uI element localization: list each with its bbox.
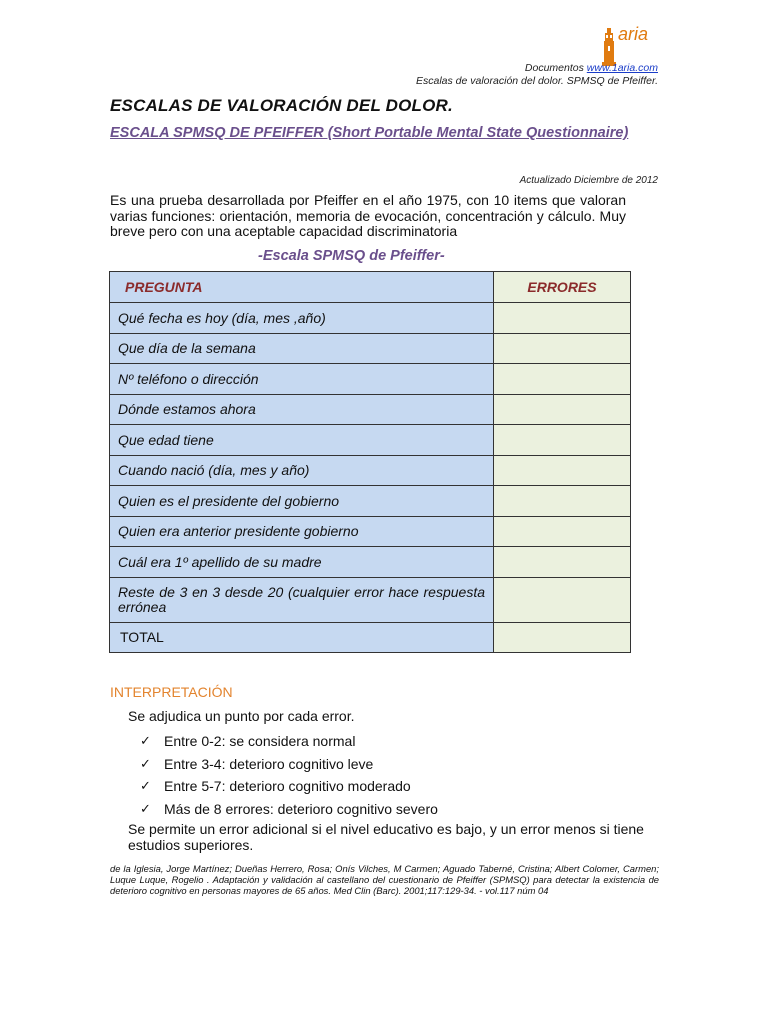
interpretation-list bbox=[140, 730, 438, 820]
checkmark-icon: ✓ bbox=[140, 755, 151, 771]
tower-icon bbox=[600, 28, 618, 66]
table-row bbox=[110, 394, 631, 425]
updated-date: Actualizado Diciembre de 2012 bbox=[519, 175, 658, 186]
errors-cell[interactable] bbox=[494, 303, 631, 334]
errors-cell[interactable] bbox=[494, 394, 631, 425]
errors-cell[interactable] bbox=[494, 364, 631, 395]
errors-cell[interactable] bbox=[494, 455, 631, 486]
question-cell: Reste de 3 en 3 desde 20 (cualquier error hace respuesta errónea bbox=[110, 577, 494, 622]
header-subtitle: Escalas de valoración del dolor. SPMSQ de Pfeiffer. bbox=[415, 75, 658, 87]
spmsq-table bbox=[109, 271, 631, 653]
table-row bbox=[110, 577, 631, 622]
list-item bbox=[140, 753, 438, 776]
question-cell: Cuál era 1º apellido de su madre bbox=[110, 547, 494, 578]
list-item bbox=[140, 798, 438, 821]
question-cell: Qué fecha es hoy (día, mes ,año) bbox=[110, 303, 494, 334]
question-cell: Que día de la semana bbox=[110, 333, 494, 364]
question-cell: Dónde estamos ahora bbox=[110, 394, 494, 425]
interpretation-note: Se permite un error adicional si el nivel educativo es bajo, y un error menos si tiene estudios superiores. bbox=[128, 821, 644, 853]
errors-cell[interactable] bbox=[494, 333, 631, 364]
table-row bbox=[110, 425, 631, 456]
list-item-text: Entre 5-7: deterioro cognitivo moderado bbox=[164, 778, 411, 795]
question-cell: Quien era anterior presidente gobierno bbox=[110, 516, 494, 547]
table-row bbox=[110, 516, 631, 547]
total-label: TOTAL bbox=[110, 622, 494, 652]
scale-subtitle: ESCALA SPMSQ DE PFEIFFER (Short Portable Mental State Questionnaire) bbox=[110, 125, 629, 141]
documents-label: Documentos bbox=[524, 62, 584, 74]
table-row bbox=[110, 455, 631, 486]
checkmark-icon: ✓ bbox=[140, 733, 151, 749]
interpretation-intro: Se adjudica un punto por cada error. bbox=[128, 708, 355, 724]
header-documents-line bbox=[525, 62, 658, 74]
table-row bbox=[110, 547, 631, 578]
question-cell: Que edad tiene bbox=[110, 425, 494, 456]
bibliographic-reference: de la Iglesia, Jorge Martínez; Dueñas Herrero, Rosa; Onís Vilches, M Carmen; Aguado Taberné, Cristina; Albert Colomer, Carmen; Luque Luque, Rogelio . Adaptación y validación al castellano del cuestionario de Pfeiffer (SPMSQ) para detectar la existencia de deterioro cognitivo en personas mayores de 65 años. Med Clin (Barc). 2001;117:129-34. - vol.117 núm 04 bbox=[110, 863, 659, 896]
checkmark-icon: ✓ bbox=[140, 800, 151, 816]
checkmark-icon: ✓ bbox=[140, 778, 151, 794]
list-item bbox=[140, 775, 438, 798]
errors-cell[interactable] bbox=[494, 547, 631, 578]
header-pregunta: PREGUNTA bbox=[110, 272, 494, 303]
table-row bbox=[110, 364, 631, 395]
question-cell: Cuando nació (día, mes y año) bbox=[110, 455, 494, 486]
table-row bbox=[110, 303, 631, 334]
errors-cell[interactable] bbox=[494, 577, 631, 622]
errors-cell[interactable] bbox=[494, 516, 631, 547]
list-item-text: Entre 3-4: deterioro cognitivo leve bbox=[164, 755, 374, 772]
site-link[interactable]: www.1aria.com bbox=[586, 62, 658, 74]
question-cell: Quien es el presidente del gobierno bbox=[110, 486, 494, 517]
logo-text: aria bbox=[618, 24, 649, 44]
list-item bbox=[140, 730, 438, 753]
scale-table-title: -Escala SPMSQ de Pfeiffer- bbox=[258, 248, 445, 264]
table-total-row bbox=[110, 622, 631, 652]
question-cell: Nº teléfono o dirección bbox=[110, 364, 494, 395]
table-row bbox=[110, 486, 631, 517]
header-errores: ERRORES bbox=[494, 272, 631, 303]
table-header-row bbox=[110, 272, 631, 303]
errors-cell[interactable] bbox=[494, 486, 631, 517]
table-row bbox=[110, 333, 631, 364]
total-errors-cell[interactable] bbox=[494, 622, 631, 652]
interpretation-heading: INTERPRETACIÓN bbox=[110, 684, 233, 700]
page-title: ESCALAS DE VALORACIÓN DEL DOLOR. bbox=[110, 96, 453, 115]
errors-cell[interactable] bbox=[494, 425, 631, 456]
list-item-text: Más de 8 errores: deterioro cognitivo severo bbox=[164, 800, 438, 817]
intro-paragraph: Es una prueba desarrollada por Pfeiffer en el año 1975, con 10 items que valoran varias funciones: orientación, memoria de evocación, concentración y cálculo. Muy breve pero con una aceptable capacidad discriminatoria bbox=[110, 192, 626, 239]
list-item-text: Entre 0-2: se considera normal bbox=[164, 733, 356, 750]
